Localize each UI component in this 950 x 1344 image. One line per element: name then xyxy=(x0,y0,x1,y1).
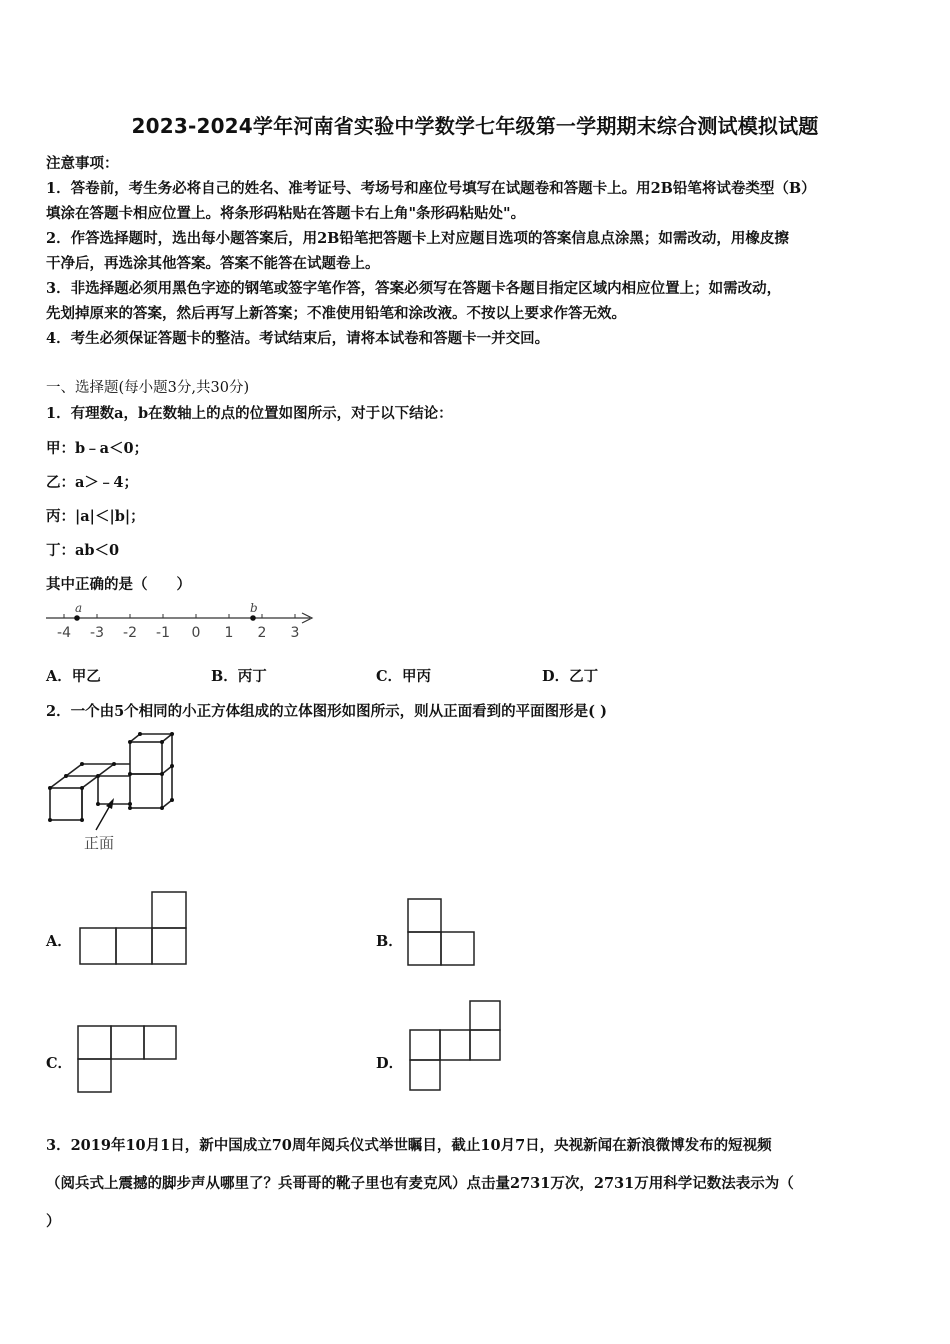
notice-line-7: 4．考生必须保证答题卡的整洁。考试结束后，请将本试卷和答题卡一并交回。 xyxy=(46,330,550,347)
q1-statement-jia: 甲：b﹣a＜0； xyxy=(46,440,149,457)
q1-option-b[interactable]: B．丙丁 xyxy=(211,668,267,685)
q2-stem: 2．一个由5个相同的小正方体组成的立体图形如图所示，则从正面看到的平面图形是( ) xyxy=(46,703,607,720)
notice-line-2: 填涂在答题卡相应位置上。将条形码粘贴在答题卡右上角"条形码粘贴处"。 xyxy=(46,205,526,222)
q2-option-a-label[interactable]: A． xyxy=(46,933,72,950)
q1-option-a[interactable]: A．甲乙 xyxy=(46,668,101,685)
q2-option-d-label[interactable]: D． xyxy=(376,1055,404,1072)
q3-line-3: ） xyxy=(46,1213,61,1230)
notice-line-3: 2．作答选择题时，选出每小题答案后，用2B铅笔把答题卡上对应题目选项的答案信息点涂黑；如需改动，用橡皮擦 xyxy=(46,230,789,247)
q2-option-c-label[interactable]: C． xyxy=(46,1055,73,1072)
q2-option-d-figure[interactable] xyxy=(406,998,506,1096)
q1-option-d[interactable]: D．乙丁 xyxy=(542,668,599,685)
tick-label: -1 xyxy=(156,625,170,641)
q3-line-2: （阅兵式上震撼的脚步声从哪里了？兵哥哥的靴子里也有麦克风）点击量2731万次，2731万用科学记数法表示为（ xyxy=(46,1175,794,1192)
tick-label: -4 xyxy=(57,625,71,641)
front-label: 正面 xyxy=(84,834,115,852)
notice-heading: 注意事项： xyxy=(46,155,119,172)
q2-option-b-figure[interactable] xyxy=(405,896,481,968)
point-a xyxy=(74,615,80,621)
tick-label: 0 xyxy=(191,625,201,641)
tick-label: 1 xyxy=(224,625,234,641)
q1-statement-yi: 乙：a＞﹣4； xyxy=(46,474,138,491)
q2-option-b-label[interactable]: B． xyxy=(376,933,403,950)
notice-line-5: 3．非选择题必须用黑色字迹的钢笔或签字笔作答，答案必须写在答题卡各题目指定区域内相应位置上；如需改动， xyxy=(46,280,782,297)
point-b xyxy=(250,615,256,621)
point-a-label: a xyxy=(75,601,83,615)
tick-label: 2 xyxy=(257,625,267,641)
tick-label: -3 xyxy=(90,625,104,641)
q1-statement-bing: 丙：|a|＜|b|； xyxy=(46,508,145,525)
number-line-figure xyxy=(40,596,330,644)
q2-option-c-figure[interactable] xyxy=(74,1020,180,1096)
tick-label: -2 xyxy=(123,625,137,641)
q1-statement-ding: 丁：ab＜0 xyxy=(46,542,120,559)
tick-label: 3 xyxy=(290,625,300,641)
point-b-label: b xyxy=(250,601,258,615)
notice-line-1: 1．答卷前，考生务必将自己的姓名、准考证号、考场号和座位号填写在试题卷和答题卡上。用2B铅笔将试卷类型（B） xyxy=(46,180,816,197)
q2-option-a-figure[interactable] xyxy=(76,890,188,968)
section-heading: 一、选择题(每小题3分,共30分) xyxy=(46,380,250,396)
notice-line-6: 先划掉原来的答案，然后再写上新答案；不准使用铅笔和涂改液。不按以上要求作答无效。 xyxy=(46,305,626,322)
q3-line-1: 3．2019年10月1日，新中国成立70周年阅兵仪式举世瞩目，截止10月7日，央视新闻在新浪微博发布的短视频 xyxy=(46,1137,772,1154)
cube-stack-figure xyxy=(44,730,184,856)
q1-option-c[interactable]: C．甲丙 xyxy=(376,668,432,685)
q1-stem: 1．有理数a，b在数轴上的点的位置如图所示，对于以下结论： xyxy=(46,405,453,422)
notice-line-4: 干净后，再选涂其他答案。答案不能答在试题卷上。 xyxy=(46,255,380,272)
page-title: 2023-2024学年河南省实验中学数学七年级第一学期期末综合测试模拟试题 xyxy=(131,114,819,138)
q1-question: 其中正确的是（ ） xyxy=(46,576,191,593)
